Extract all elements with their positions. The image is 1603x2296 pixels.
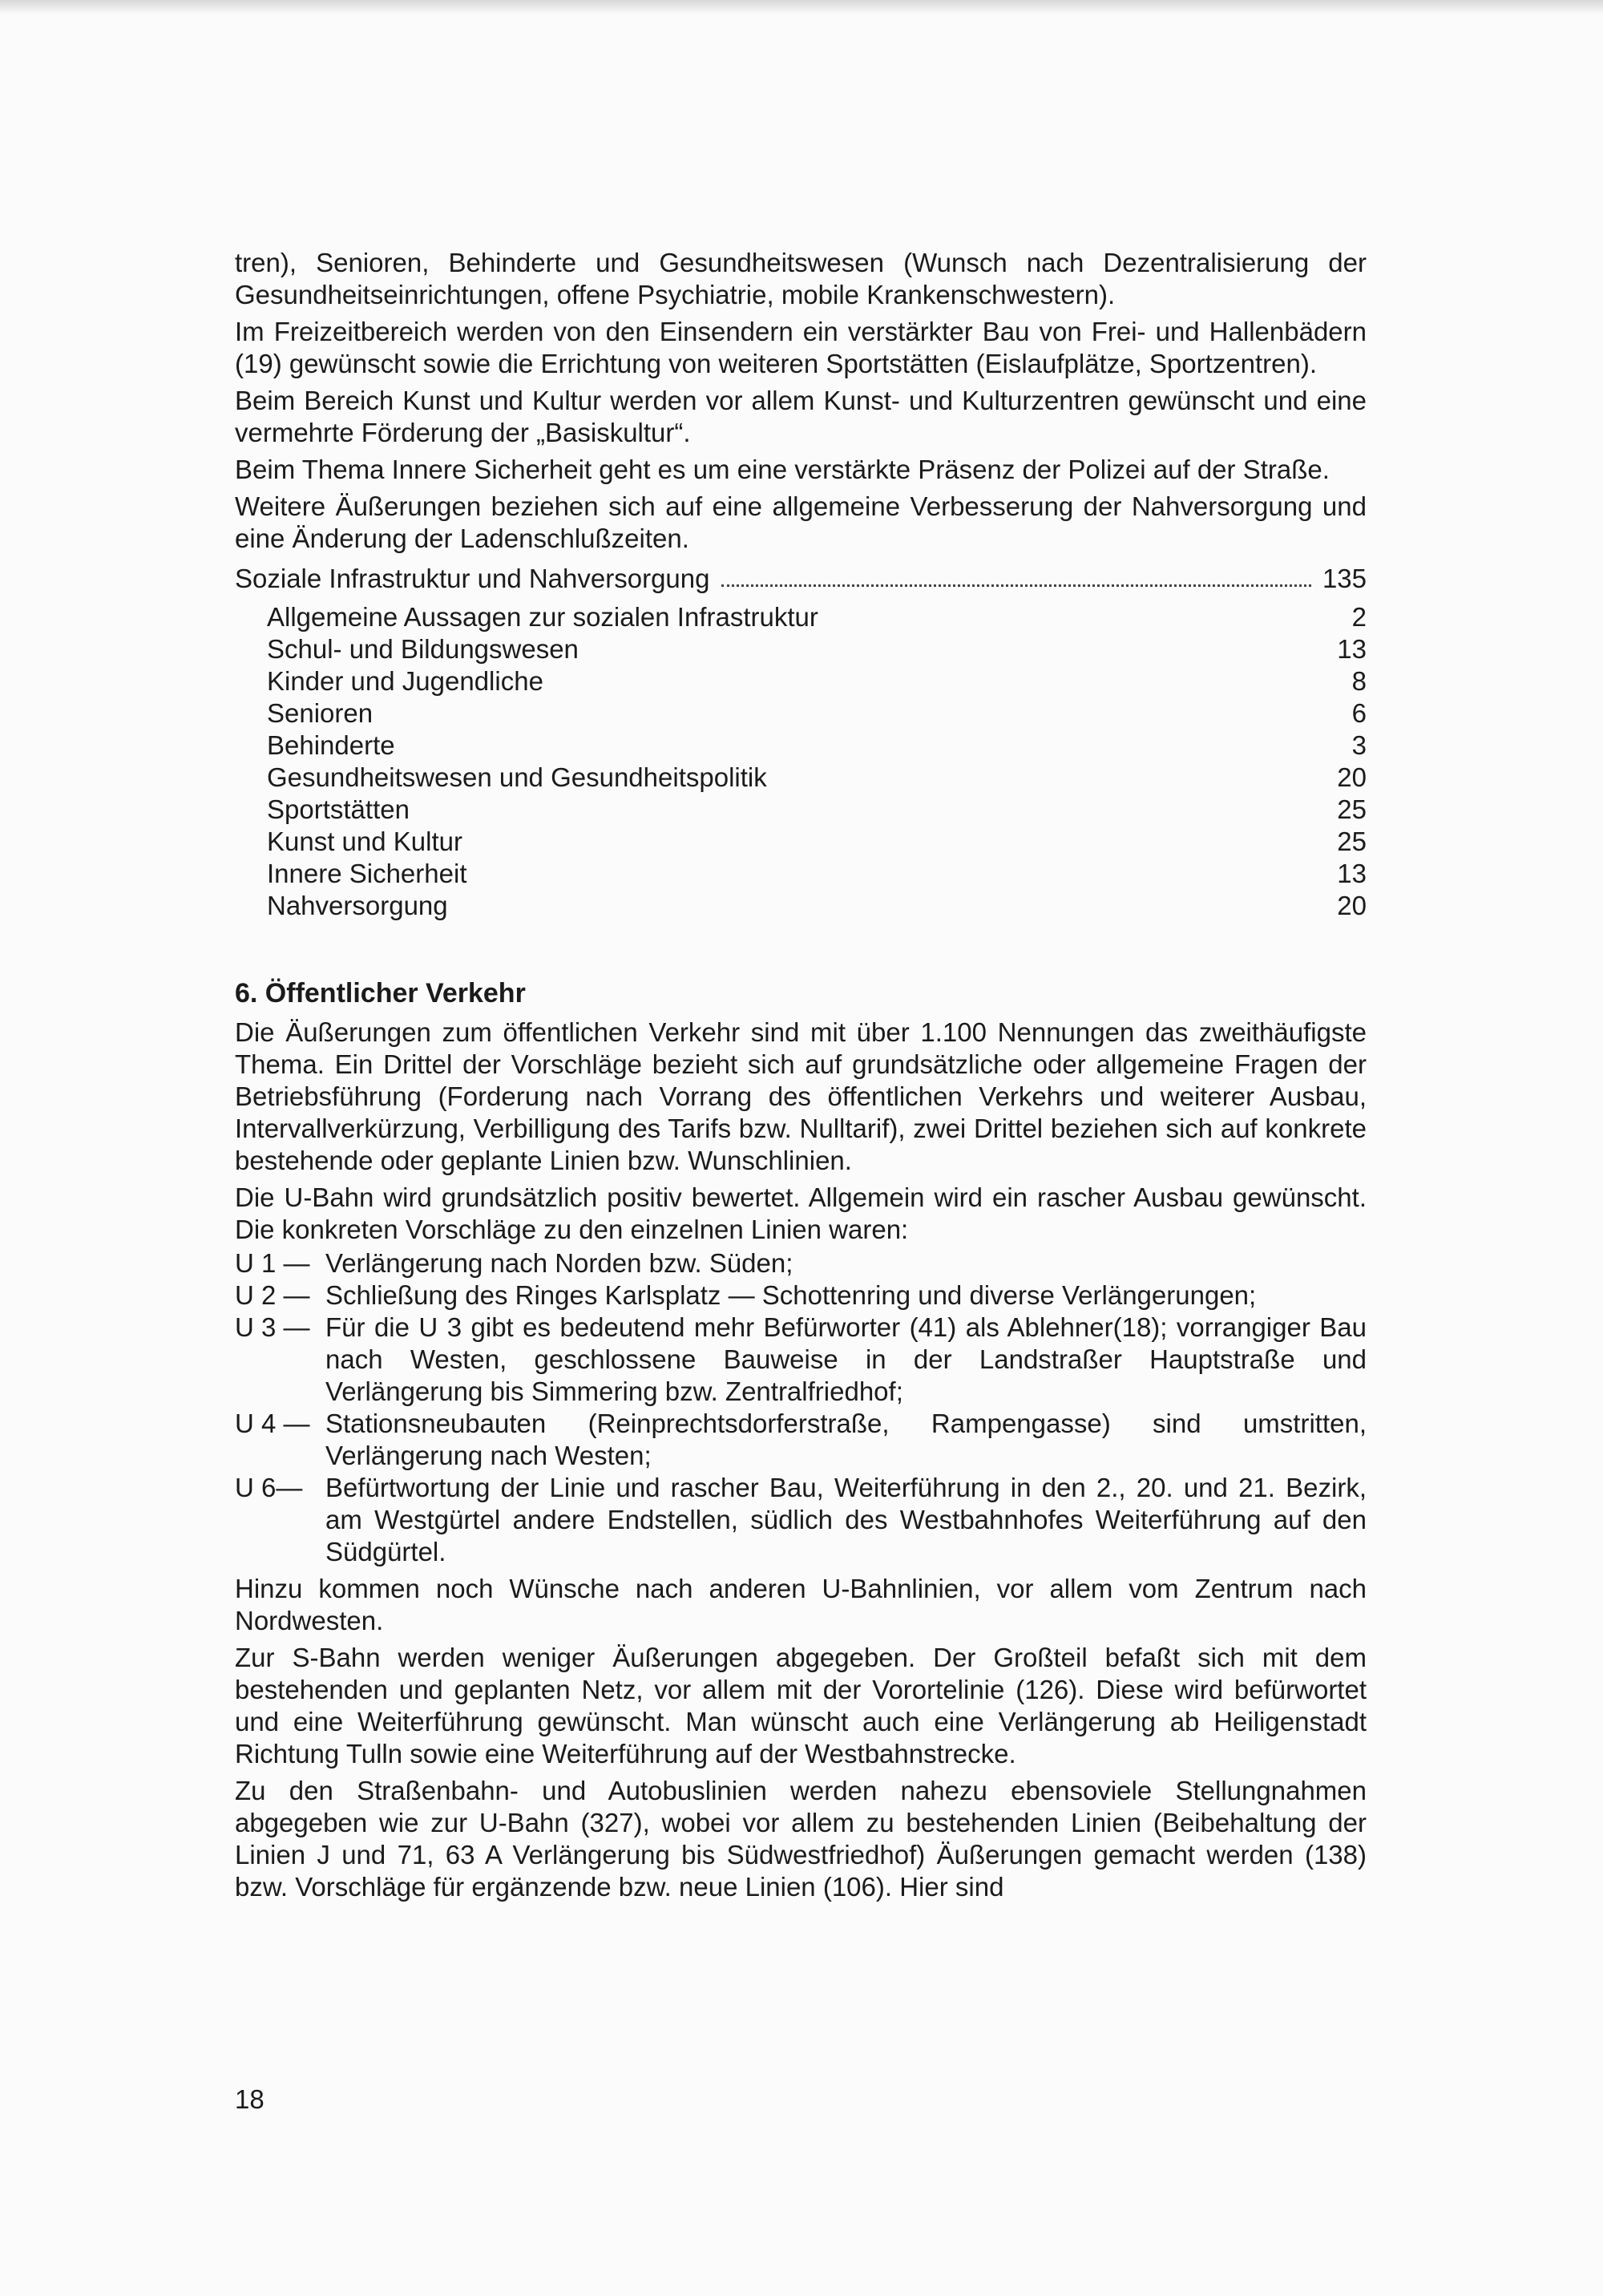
row-value: 13 xyxy=(1337,634,1367,664)
paragraph: Beim Thema Innere Sicherheit geht es um eine verstärkte Präsenz der Polizei auf der Straße. xyxy=(235,455,1330,484)
u-line-text: Befürtwortung der Linie und rascher Bau, Weiterführung in den 2., 20. und 21. Bezirk, am Westgürtel andere Endstellen, südlich des Westbahnhofes Weiterführung auf den Südgürtel. xyxy=(325,1473,1367,1566)
row-label: Gesundheitswesen und Gesundheitspolitik xyxy=(267,762,767,792)
row-label: Behinderte xyxy=(267,730,395,760)
row-value: 13 xyxy=(1337,859,1367,888)
table-row xyxy=(235,633,1367,665)
table-row xyxy=(235,730,1367,762)
paragraph: Im Freizeitbereich werden von den Einsendern ein verstärkter Bau von Frei- und Hallenbädern (19) gewünscht sowie die Errichtung von weiteren Sportstätten (Eislaufplätze, Sportzentren). xyxy=(235,317,1367,378)
table-header-row xyxy=(235,563,1367,595)
table-row xyxy=(235,890,1367,922)
u-line-key: U 3 — xyxy=(235,1312,310,1342)
row-value: 8 xyxy=(1351,666,1367,696)
row-label: Nahversorgung xyxy=(267,891,448,920)
table-row xyxy=(235,601,1367,633)
row-value: 25 xyxy=(1337,827,1367,856)
paragraph: tren), Senioren, Behinderte und Gesundheitswesen (Wunsch nach Dezentralisierung der Gesundheitseinrichtungen, offene Psychiatrie, mobile Krankenschwestern). xyxy=(235,248,1367,309)
document-page xyxy=(235,247,1367,1903)
table-row xyxy=(235,665,1367,697)
intro-paragraphs xyxy=(235,247,1367,555)
u-line-text: Stationsneubauten (Reinprechtsdorferstraße, Rampengasse) sind umstritten, Verlängerung nach Westen; xyxy=(325,1409,1367,1470)
list-item xyxy=(235,1472,1367,1568)
row-label: Allgemeine Aussagen zur sozialen Infrastruktur xyxy=(267,602,818,632)
u-line-list xyxy=(235,1247,1367,1568)
row-value: 20 xyxy=(1337,891,1367,920)
row-value: 25 xyxy=(1337,794,1367,824)
table-header-label: Soziale Infrastruktur und Nahversorgung xyxy=(235,564,710,593)
table-row xyxy=(235,697,1367,730)
table-row xyxy=(235,826,1367,858)
row-value: 2 xyxy=(1351,602,1367,632)
row-value: 20 xyxy=(1337,762,1367,792)
scan-top-edge xyxy=(0,0,1603,14)
statistics-table xyxy=(235,563,1367,922)
row-value: 6 xyxy=(1351,698,1367,728)
paragraph: Zur S-Bahn werden weniger Äußerungen abgegeben. Der Großteil befaßt sich mit dem bestehenden und geplanten Netz, vor allem mit der Vorortelinie (126). Diese wird befürwortet und eine Weiterführung gewünscht. Man wünscht auch eine Verlängerung ab Heiligenstadt Richtung Tulln sowie eine Weiterführung auf der Westbahnstrecke. xyxy=(235,1643,1367,1768)
table-row xyxy=(235,762,1367,794)
row-label: Kunst und Kultur xyxy=(267,827,462,856)
table-header-value: 135 xyxy=(1322,564,1367,593)
row-label: Kinder und Jugendliche xyxy=(267,666,543,696)
paragraph: Hinzu kommen noch Wünsche nach anderen U-Bahnlinien, vor allem vom Zentrum nach Nordwesten. xyxy=(235,1574,1367,1635)
dot-leader xyxy=(721,563,1311,587)
list-item xyxy=(235,1312,1367,1408)
u-line-text: Schließung des Ringes Karlsplatz — Schottenring und diverse Verlängerungen; xyxy=(325,1280,1257,1310)
section-body xyxy=(235,1017,1367,1903)
section-heading: 6. Öffentlicher Verkehr xyxy=(235,978,526,1009)
u-line-text: Verlängerung nach Norden bzw. Süden; xyxy=(325,1248,793,1278)
row-label: Sportstätten xyxy=(267,794,410,824)
u-line-text: Für die U 3 gibt es bedeutend mehr Befürworter (41) als Ablehner(18); vorrangiger Bau nach Westen, geschlossene Bauweise in der Landstraßer Hauptstraße und Verlängerung bis Simmering bzw. Zentralfriedhof; xyxy=(325,1312,1367,1406)
table-row xyxy=(235,794,1367,826)
u-line-key: U 6— xyxy=(235,1473,303,1502)
row-label: Innere Sicherheit xyxy=(267,859,467,888)
u-line-key: U 1 — xyxy=(235,1248,310,1278)
u-line-key: U 2 — xyxy=(235,1280,310,1310)
paragraph: Zu den Straßenbahn- und Autobuslinien werden nahezu ebensoviele Stellungnahmen abgegeben wie zur U-Bahn (327), wobei vor allem zu bestehenden Linien (Beibehaltung der Linien J und 71, 63 A Verlängerung bis Südwestfriedhof) Äußerungen gemacht werden (138) bzw. Vorschläge für ergänzende bzw. neue Linien (106). Hier sind xyxy=(235,1776,1367,1902)
row-value: 3 xyxy=(1351,730,1367,760)
page-number: 18 xyxy=(235,2084,264,2114)
list-item xyxy=(235,1279,1367,1312)
paragraph: Die Äußerungen zum öffentlichen Verkehr sind mit über 1.100 Nennungen das zweithäufigste Thema. Ein Drittel der Vorschläge bezieht sich auf grundsätzliche oder allgemeine Fragen der Betriebsführung (Forderung nach Vorrang des öffentlichen Verkehrs und weiterer Ausbau, Intervallverkürzung, Verbilligung des Tarifs bzw. Nulltarif), zwei Drittel beziehen sich auf konkrete bestehende oder geplante Linien bzw. Wunschlinien. xyxy=(235,1017,1367,1175)
u-line-key: U 4 — xyxy=(235,1409,310,1438)
list-item xyxy=(235,1408,1367,1472)
paragraph: Weitere Äußerungen beziehen sich auf eine allgemeine Verbesserung der Nahversorgung und eine Änderung der Ladenschlußzeiten. xyxy=(235,491,1367,553)
table-row xyxy=(235,858,1367,890)
row-label: Senioren xyxy=(267,698,373,728)
paragraph: Die U-Bahn wird grundsätzlich positiv bewertet. Allgemein wird ein rascher Ausbau gewünscht. Die konkreten Vorschläge zu den einzelnen Linien waren: xyxy=(235,1182,1367,1244)
row-label: Schul- und Bildungswesen xyxy=(267,634,579,664)
paragraph: Beim Bereich Kunst und Kultur werden vor allem Kunst- und Kulturzentren gewünscht und eine vermehrte Förderung der „Basiskultur“. xyxy=(235,386,1367,447)
list-item xyxy=(235,1247,1367,1279)
